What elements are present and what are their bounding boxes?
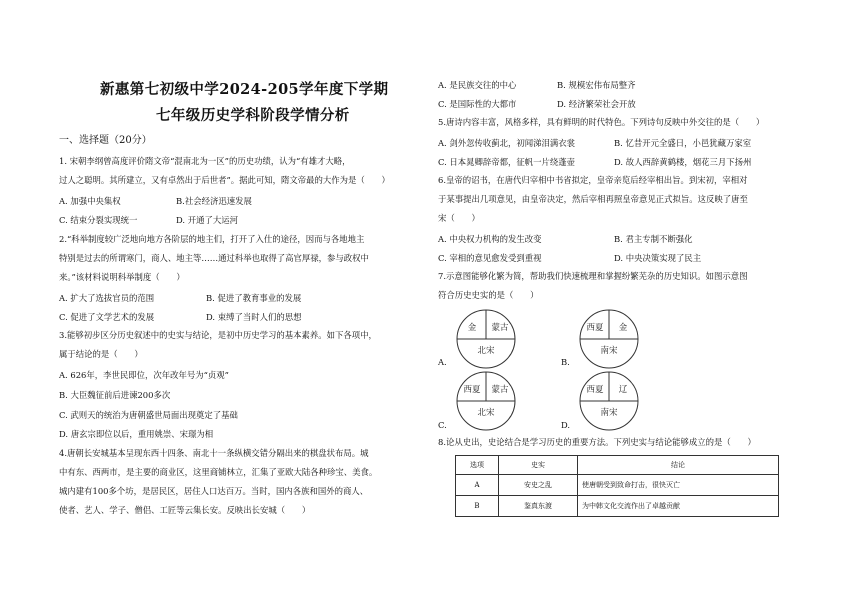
q7-map-c-top-left: 西夏 (463, 385, 481, 395)
q7-map-a-bottom: 北宋 (477, 346, 495, 356)
exam-title-line2: 七年级历史学科阶段学情分析 (156, 107, 350, 124)
q7-stem-line2: 符合历史史实的是（ ） (438, 290, 539, 300)
q6-option-b[interactable]: B. 君主专制不断强化 (614, 234, 693, 244)
q7-option-d-label[interactable]: D. (561, 420, 571, 430)
table-row[interactable] (456, 475, 779, 496)
q6-option-a[interactable]: A. 中央权力机构的发生改变 (438, 234, 542, 244)
q7-map-c-top-right: 蒙古 (491, 385, 509, 395)
q7-map-b-bottom: 南宋 (600, 346, 618, 356)
q7-map-b[interactable] (578, 308, 640, 374)
q2-stem-line2: 特别是过去的所谓寒门，商人、地主等……通过科举也取得了高官厚禄，参与政权中 (59, 253, 369, 263)
q3-option-a[interactable]: A. 626年，李世民即位，次年改年号为“贞观” (59, 370, 229, 380)
q1-option-a[interactable]: A. 加强中央集权 (59, 196, 121, 206)
q3-option-c[interactable]: C. 武则天的统治为唐朝盛世局面出现奠定了基础 (59, 410, 238, 420)
q2-option-b[interactable]: B. 促进了教育事业的发展 (206, 293, 302, 303)
q8-header-option: 选项 (456, 456, 499, 475)
q7-map-d-top-right: 辽 (618, 385, 628, 395)
q7-map-c[interactable] (455, 370, 517, 436)
q6-stem-line1: 6.皇帝的诏书，在唐代归宰相中书省拟定，皇帝亲览后经宰相出旨。到宋初，宰相对 (438, 175, 748, 185)
q4-stem-line3: 城内建有100多个坊，是居民区，居住人口达百万。当时，国内各族和国外的商人、 (59, 486, 369, 496)
q6-option-c[interactable]: C. 宰相的意见愈发受到重视 (438, 253, 542, 263)
q2-stem-line3: 来。”该材料说明科举制度（ ） (59, 272, 185, 282)
q7-map-a-top-right: 蒙古 (491, 323, 509, 333)
q8-row-a-fact: 安史之乱 (499, 475, 578, 496)
q7-map-c-bottom: 北宋 (477, 408, 495, 418)
q7-option-a-label[interactable]: A. (438, 357, 447, 367)
q3-option-d[interactable]: D. 唐玄宗即位以后，重用姚崇、宋璟为相 (59, 429, 214, 439)
exam-title-line1: 新惠第七初级中学2024-205学年度下学期 (100, 81, 389, 98)
q6-stem-line2: 于某事提出几项意见，由皇帝决定，然后宰相再照皇帝意见正式拟旨。这反映了唐至 (438, 194, 748, 204)
q4-stem-line4: 使者、艺人、学子、僧侣、工匠等云集长安。反映出长安城（ ） (59, 505, 311, 515)
q8-row-b-fact: 鉴真东渡 (499, 496, 578, 517)
section-heading: 一、选择题（20分） (59, 135, 152, 146)
q7-map-d-bottom: 南宋 (600, 408, 618, 418)
q8-row-a-conclusion: 使唐朝受到致命打击，很快灭亡 (578, 475, 779, 496)
q7-option-c-label[interactable]: C. (438, 420, 447, 430)
q8-header-fact: 史实 (499, 456, 578, 475)
q4-option-a[interactable]: A. 是民族交往的中心 (438, 80, 517, 90)
q2-option-d[interactable]: D. 束缚了当时人们的思想 (206, 312, 302, 322)
q8-header-conclusion: 结论 (578, 456, 779, 475)
q5-option-c[interactable]: C. 日本晁卿辞帝都，征帆一片绕蓬壶 (438, 157, 576, 167)
q1-stem-line2: 过人之聪明。其所建立，又有卓然出于后世者”。据此可知，隋文帝最的大作为是（ ） (59, 175, 390, 185)
table-row[interactable] (456, 496, 779, 517)
q4-option-b[interactable]: B. 规模宏伟布局整齐 (557, 80, 636, 90)
q7-map-b-top-left: 西夏 (586, 323, 604, 333)
q7-map-a-top-left: 金 (467, 323, 477, 333)
q6-stem-line3: 宋（ ） (438, 213, 480, 223)
q7-map-d[interactable] (578, 370, 640, 436)
q2-option-c[interactable]: C. 促进了文学艺术的发展 (59, 312, 155, 322)
q8-row-b-conclusion: 为中韩文化交流作出了卓越贡献 (578, 496, 779, 517)
q1-option-b[interactable]: B.社会经济迅速发展 (176, 196, 252, 206)
q4-stem-line2: 中有东、西两市，是主要的商业区，这里商铺林立，汇集了亚欧大陆各种珍宝、美食。 (59, 467, 378, 477)
q5-option-b[interactable]: B. 忆昔开元全盛日，小邑犹藏万家室 (614, 138, 752, 148)
q1-option-d[interactable]: D. 开通了大运河 (176, 215, 238, 225)
q3-stem-line2: 属于结论的是（ ） (59, 349, 143, 359)
q8-row-a-option: A (456, 475, 499, 496)
q3-stem-line1: 3.能够初步区分历史叙述中的史实与结论，是初中历史学习的基本素养。如下各项中， (59, 330, 377, 340)
q7-stem-line1: 7.示意图能够化繁为简，帮助我们快速梳理和掌握纷繁芜杂的历史知识。如图示意图 (438, 271, 748, 281)
q7-map-d-top-left: 西夏 (586, 385, 604, 395)
q5-option-d[interactable]: D. 故人西辞黄鹤楼，烟花三月下扬州 (614, 157, 752, 167)
q5-option-a[interactable]: A. 剑外忽传收蓟北，初闻涕泪满衣裳 (438, 138, 575, 148)
q7-option-b-label[interactable]: B. (561, 357, 570, 367)
q8-row-b-option: B (456, 496, 499, 517)
q4-option-d[interactable]: D. 经济繁荣社会开放 (557, 99, 636, 109)
q7-map-b-top-right: 金 (618, 323, 628, 333)
q2-stem-line1: 2.“科举制度较广泛地向地方各阶层的地主们，打开了入仕的途径，因而与各地地主 (59, 234, 365, 244)
q2-option-a[interactable]: A. 扩大了选拔官员的范围 (59, 293, 155, 303)
q4-stem-line1: 4.唐朝长安城基本呈现东西十四条、南北十一条纵横交错分隔出来的棋盘状布局。城 (59, 448, 369, 458)
q8-table-header (456, 456, 779, 475)
q8-table (455, 455, 779, 517)
q7-map-a[interactable] (455, 308, 517, 374)
q4-option-c[interactable]: C. 是国际性的大都市 (438, 99, 517, 109)
q1-option-c[interactable]: C. 结束分裂实现统一 (59, 215, 138, 225)
q8-stem-line1: 8.论从史出，史论结合是学习历史的重要方法。下列史实与结论能够成立的是（ ） (438, 437, 756, 447)
q5-stem-line1: 5.唐诗内容丰富，风格多样，具有鲜明的时代特色。下列诗句反映中外交往的是（ ） (438, 117, 765, 127)
q6-option-d[interactable]: D. 中央决策实现了民主 (614, 253, 702, 263)
q3-option-b[interactable]: B. 大臣魏征前后进谏200多次 (59, 390, 171, 400)
q1-stem-line1: 1. 宋朝李纲曾高度评价隋文帝“混南北为一区”的历史功绩，认为“有雄才大略， (59, 156, 351, 166)
